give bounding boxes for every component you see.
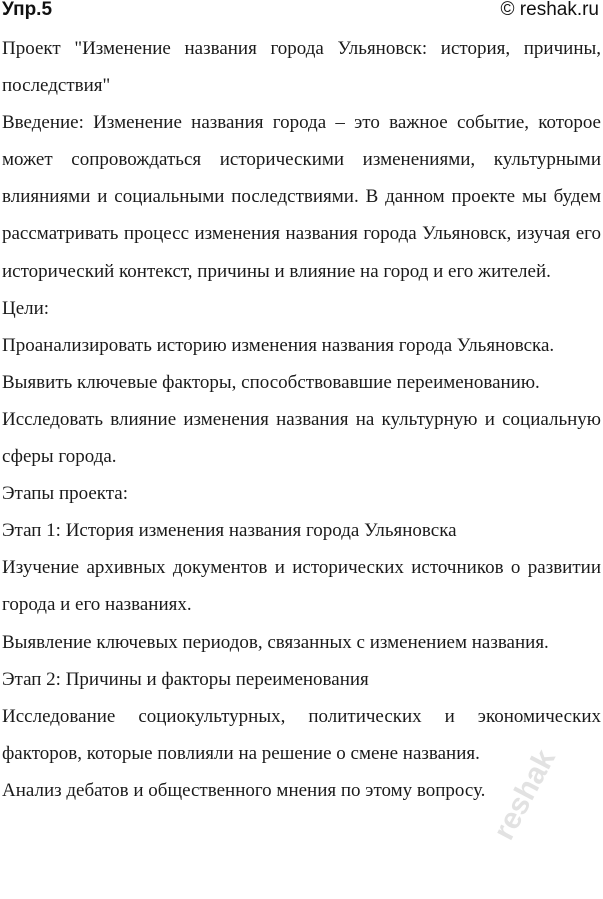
site-credit: © reshak.ru — [500, 0, 599, 20]
watermark: reshak — [487, 744, 562, 846]
stage-item: Выявление ключевых периодов, связанных с изменением названия. — [2, 631, 549, 653]
stage-heading: Этап 1: История изменения названия города Ульяновска — [2, 520, 457, 542]
document-body — [2, 30, 601, 809]
stage-heading: Этап 2: Причины и факторы переименования — [2, 668, 369, 690]
stage-item: Исследование социокультурных, политических и экономических факторов, которые повлияли на решение о смене названия. — [2, 705, 601, 764]
stage-item: Анализ дебатов и общественного мнения по этому вопросу. — [2, 779, 486, 801]
introduction-paragraph: Введение: Изменение названия города – это важное событие, которое может сопровождаться историческими изменениями, культурными влияниями и социальными последствиями. В данном проекте мы будем рассматривать процесс изменения названия города Ульяновск, изучая его исторический контекст, причины и влияние на город и его жителей. — [2, 112, 601, 282]
stage-item: Изучение архивных документов и исторических источников о развитии города и его названиях. — [2, 557, 601, 616]
header — [0, 0, 603, 24]
exercise-title: Упр.5 — [2, 0, 53, 20]
goal-item: Проанализировать историю изменения названия города Ульяновска. — [2, 334, 555, 356]
goal-item: Выявить ключевые факторы, способствовавшие переименованию. — [2, 371, 540, 393]
goal-item: Исследовать влияние изменения названия на культурную и социальную сферы города. — [2, 408, 601, 468]
project-title: Проект "Изменение названия города Ульяновск: история, причины, последствия" — [2, 38, 601, 97]
stages-heading: Этапы проекта: — [2, 483, 129, 505]
goals-heading: Цели: — [2, 297, 50, 319]
